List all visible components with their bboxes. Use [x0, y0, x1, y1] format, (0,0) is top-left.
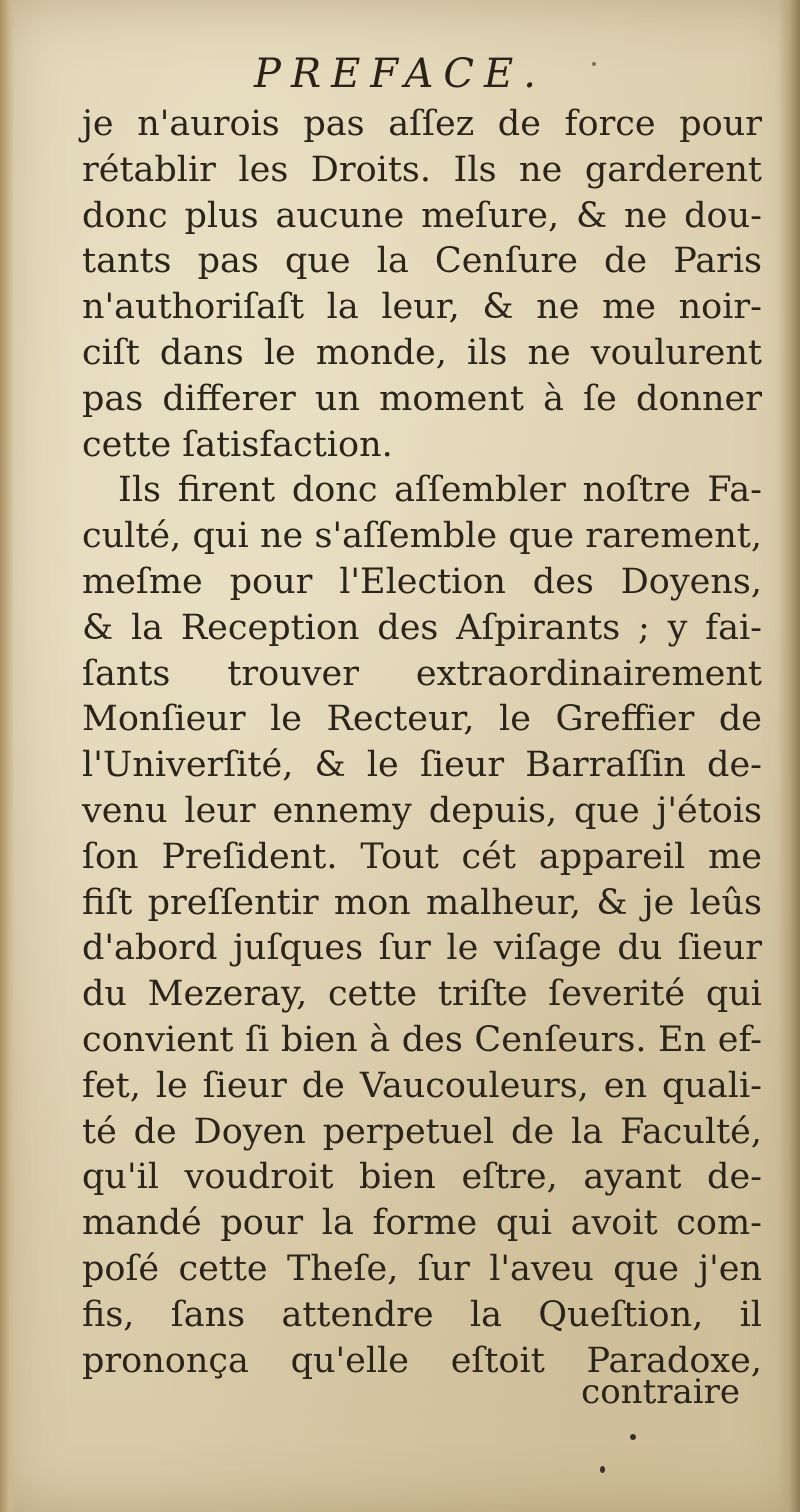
- text-line: Monſieur le Recteur, le Greffier de: [82, 699, 762, 740]
- text-line: rétablir les Droits. Ils ne garderent: [82, 149, 762, 190]
- catchword: contraire: [581, 1372, 740, 1412]
- text-line: culté, qui ne s'aſſemble que rarement,: [82, 516, 762, 557]
- text-line: qu'il voudroit bien eſtre, ayant de-: [82, 1157, 762, 1198]
- text-line: d'abord juſques ſur le viſage du ſieur: [82, 928, 762, 969]
- page-fore-edge: [778, 0, 800, 1512]
- text-line: fet, le ſieur de Vaucouleurs, en quali-: [82, 1065, 762, 1106]
- text-line: Ils firent donc aſſembler noſtre Fa-: [118, 470, 762, 511]
- text-line: fis, ſans attendre la Queſtion, il: [82, 1294, 762, 1335]
- text-line: meſme pour l'Election des Doyens,: [82, 561, 762, 602]
- text-line: fiſt preſſentir mon malheur, & je leûs: [82, 882, 762, 923]
- text-line: & la Reception des Aſpirants ; y fai-: [82, 607, 762, 648]
- text-line: poſé cette Theſe, ſur l'aveu que j'en: [82, 1248, 762, 1289]
- text-line: mandé pour la forme qui avoit com-: [82, 1203, 762, 1244]
- running-title: PREFACE.: [254, 51, 546, 97]
- body-text: [82, 102, 762, 1384]
- text-line: du Mezeray, cette triſte ſeverité qui: [82, 974, 762, 1015]
- text-line: n'authoriſaſt la leur, & ne me noir-: [82, 287, 762, 328]
- text-line: tants pas que la Cenſure de Paris: [82, 241, 762, 282]
- text-line: prononça qu'elle eſtoit Paradoxe,: [82, 1340, 762, 1381]
- ink-speck: [592, 62, 596, 66]
- page-binding-edge: [0, 0, 14, 1512]
- text-line: je n'aurois pas aſſez de force pour: [82, 104, 762, 144]
- text-line: venu leur ennemy depuis, que j'étois: [82, 790, 762, 831]
- text-line: té de Doyen perpetuel de la Faculté,: [82, 1111, 762, 1152]
- ink-speck: [630, 1434, 636, 1440]
- ink-speck: [600, 1466, 605, 1473]
- text-line: pas differer un moment à ſe donner: [82, 378, 762, 419]
- text-line: l'Univerſité, & le ſieur Barraſſin de-: [82, 745, 762, 786]
- text-line: ſants trouver extraordinairement: [82, 653, 762, 694]
- text-line: ſon Preſident. Tout cét appareil me: [82, 836, 762, 877]
- text-line: cette ſatisfaction.: [82, 424, 393, 465]
- text-line: convient ſi bien à des Cenſeurs. En ef-: [82, 1019, 762, 1060]
- text-line: donc plus aucune meſure, & ne dou-: [82, 195, 762, 236]
- text-line: ciſt dans le monde, ils ne voulurent: [82, 332, 762, 373]
